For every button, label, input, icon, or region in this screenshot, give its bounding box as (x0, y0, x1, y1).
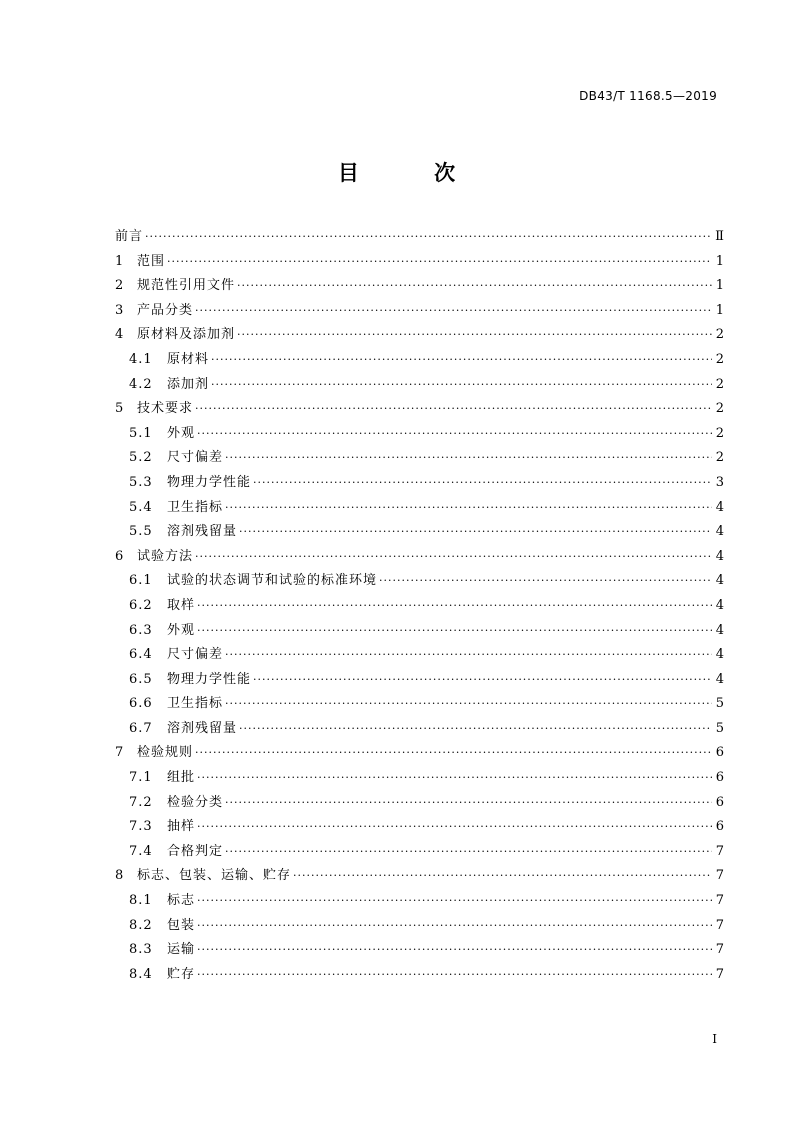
toc-dot-leader (225, 451, 712, 464)
toc-entry-label: 产品分类 (137, 302, 194, 318)
toc-entry[interactable] (115, 717, 724, 742)
toc-entry[interactable] (115, 520, 724, 545)
toc-entry[interactable] (115, 225, 724, 250)
toc-entry-label: 标志、包装、运输、贮存 (137, 868, 292, 884)
toc-dot-leader (225, 697, 712, 710)
toc-dot-leader (197, 943, 712, 956)
toc-entry[interactable] (115, 643, 724, 668)
toc-entry-label: 试验的状态调节和试验的标准环境 (167, 573, 378, 589)
toc-entry-number: 7.4 (129, 843, 153, 859)
toc-dot-leader (239, 525, 712, 538)
toc-dot-leader (293, 869, 712, 882)
toc-entry-number: 7.2 (129, 794, 153, 810)
toc-entry-page: Ⅱ (715, 229, 724, 244)
toc-entry-page: 7 (715, 942, 724, 958)
toc-entry-number: 2 (115, 278, 124, 294)
toc-entry[interactable] (115, 791, 724, 816)
toc-entry-label: 贮存 (167, 966, 196, 982)
toc-entry-label: 标志 (167, 893, 196, 909)
toc-entry-label: 包装 (167, 917, 196, 933)
toc-dot-leader (197, 624, 712, 637)
toc-entry-number: 6.2 (129, 597, 153, 613)
toc-entry-label: 添加剂 (167, 376, 210, 392)
toc-entry[interactable] (115, 766, 724, 791)
toc-dot-leader (167, 255, 712, 268)
toc-entry-page: 4 (715, 597, 724, 613)
toc-entry-number: 4.1 (129, 351, 153, 367)
toc-entry[interactable] (115, 889, 724, 914)
toc-entry-page: 3 (715, 474, 724, 490)
toc-entry-label: 试验方法 (137, 548, 194, 564)
toc-dot-leader (197, 599, 712, 612)
toc-entry-label: 取样 (167, 597, 196, 613)
toc-dot-leader (211, 353, 712, 366)
toc-entry-number: 5.4 (129, 499, 153, 515)
toc-entry-page: 1 (715, 253, 724, 269)
toc-entry-label: 运输 (167, 942, 196, 958)
toc-entry-page: 7 (715, 843, 724, 859)
toc-dot-leader (225, 501, 712, 514)
toc-entry-page: 6 (715, 770, 724, 786)
toc-dot-leader (253, 673, 712, 686)
toc-dot-leader (225, 796, 712, 809)
toc-entry-page: 4 (715, 548, 724, 564)
page-number: I (712, 1032, 717, 1046)
toc-dot-leader (195, 746, 712, 759)
toc-entry[interactable] (115, 545, 724, 570)
toc-dot-leader (237, 328, 712, 341)
toc-dot-leader (195, 304, 712, 317)
toc-entry[interactable] (115, 741, 724, 766)
toc-entry-label: 外观 (167, 622, 196, 638)
toc-entry-page: 5 (715, 720, 724, 736)
toc-entry[interactable] (115, 963, 724, 988)
toc-entry-number: 6.5 (129, 671, 153, 687)
toc-dot-leader (197, 968, 712, 981)
toc-dot-leader (239, 722, 712, 735)
toc-entry-number: 5.5 (129, 524, 153, 540)
toc-entry[interactable] (115, 815, 724, 840)
toc-entry-page: 2 (715, 450, 724, 466)
toc-entry-page: 4 (715, 622, 724, 638)
toc-entry-page: 1 (715, 278, 724, 294)
toc-entry[interactable] (115, 496, 724, 521)
toc-entry-page: 4 (715, 524, 724, 540)
toc-entry-page: 4 (715, 671, 724, 687)
toc-entry[interactable] (115, 250, 724, 275)
toc-entry[interactable] (115, 864, 724, 889)
toc-entry-number: 5.1 (129, 425, 153, 441)
toc-dot-leader (237, 279, 712, 292)
toc-dot-leader (195, 550, 712, 563)
toc-entry[interactable] (115, 397, 724, 422)
toc-entry[interactable] (115, 938, 724, 963)
page-title: 目 次 (337, 161, 490, 185)
toc-entry-number: 4.2 (129, 376, 153, 392)
toc-entry-number: 6 (115, 548, 124, 564)
toc-entry[interactable] (115, 840, 724, 865)
toc-entry-page: 6 (715, 794, 724, 810)
toc-entry[interactable] (115, 914, 724, 939)
toc-entry-page: 7 (715, 868, 724, 884)
toc-entry-label: 原材料及添加剂 (137, 327, 236, 343)
toc-entry-page: 2 (715, 327, 724, 343)
toc-entry-number: 5.2 (129, 450, 153, 466)
toc-dot-leader (145, 230, 711, 243)
toc-entry-number: 5.3 (129, 474, 153, 490)
toc-entry-number: 7.1 (129, 770, 153, 786)
toc-entry-number: 8.2 (129, 917, 153, 933)
toc-entry-page: 2 (715, 401, 724, 417)
toc-entry-label: 溶剂残留量 (167, 720, 238, 736)
toc-entry[interactable] (115, 446, 724, 471)
toc-entry-number: 3 (115, 302, 124, 318)
toc-entry-page: 6 (715, 819, 724, 835)
toc-entry-number: 5 (115, 401, 124, 417)
toc-entry[interactable] (115, 299, 724, 324)
toc-dot-leader (197, 919, 712, 932)
toc-entry-number: 7 (115, 745, 124, 761)
toc-entry-number: 7.3 (129, 819, 153, 835)
toc-entry-label: 卫生指标 (167, 499, 224, 515)
toc-entry-label: 尺寸偏差 (167, 647, 224, 663)
toc-entry-page: 2 (715, 351, 724, 367)
toc-entry-page: 4 (715, 647, 724, 663)
toc-entry-number: 4 (115, 327, 124, 343)
toc-entry[interactable] (115, 373, 724, 398)
toc-entry-label: 原材料 (167, 351, 210, 367)
toc-entry-number: 6.4 (129, 647, 153, 663)
toc-entry-page: 4 (715, 573, 724, 589)
toc-entry-number: 8.3 (129, 942, 153, 958)
toc-entry-number: 8 (115, 868, 124, 884)
toc-entry-label: 物理力学性能 (167, 671, 252, 687)
toc-entry[interactable] (115, 471, 724, 496)
toc-entry[interactable] (115, 668, 724, 693)
toc-entry[interactable] (115, 422, 724, 447)
toc-dot-leader (253, 476, 712, 489)
toc-dot-leader (197, 820, 712, 833)
toc-entry-label: 外观 (167, 425, 196, 441)
toc-dot-leader (197, 894, 712, 907)
toc-entry-label: 组批 (167, 770, 196, 786)
toc-entry-page: 4 (715, 499, 724, 515)
toc-dot-leader (225, 648, 712, 661)
toc-dot-leader (195, 402, 712, 415)
toc-entry-label: 范围 (137, 253, 166, 269)
toc-entry-number: 6.3 (129, 622, 153, 638)
toc-entry-label: 抽样 (167, 819, 196, 835)
toc-entry-page: 2 (715, 425, 724, 441)
toc-entry[interactable] (115, 348, 724, 373)
toc-entry-label: 溶剂残留量 (167, 524, 238, 540)
toc-dot-leader (379, 574, 712, 587)
toc-entry-number: 8.4 (129, 966, 153, 982)
toc-entry-page: 6 (715, 745, 724, 761)
toc-entry-page: 5 (715, 696, 724, 712)
toc-entry-page: 7 (715, 917, 724, 933)
toc-entry-label: 检验规则 (137, 745, 194, 761)
toc-entry-page: 2 (715, 376, 724, 392)
toc-entry-label: 合格判定 (167, 843, 224, 859)
toc-entry-page: 7 (715, 966, 724, 982)
document-code: DB43/T 1168.5—2019 (579, 89, 717, 103)
toc-entry-number: 6.6 (129, 696, 153, 712)
toc-entry-label: 物理力学性能 (167, 474, 252, 490)
toc-entry-number: 1 (115, 253, 124, 269)
toc-entry-label: 技术要求 (137, 401, 194, 417)
toc-dot-leader (225, 845, 712, 858)
toc-entry-number: 6.7 (129, 720, 153, 736)
toc-entry[interactable] (115, 594, 724, 619)
toc-entry-label: 检验分类 (167, 794, 224, 810)
toc-dot-leader (197, 771, 712, 784)
toc-entry-number: 6.1 (129, 573, 153, 589)
toc-dot-leader (211, 378, 712, 391)
toc-entry-label: 尺寸偏差 (167, 450, 224, 466)
toc-entry-page: 7 (715, 893, 724, 909)
toc-entry[interactable] (115, 569, 724, 594)
toc-entry-label: 规范性引用文件 (137, 278, 236, 294)
toc-entry-label: 前言 (115, 229, 144, 244)
toc-entry-label: 卫生指标 (167, 696, 224, 712)
toc-dot-leader (197, 427, 712, 440)
toc-entry[interactable] (115, 323, 724, 348)
table-of-contents (115, 225, 724, 987)
toc-entry[interactable] (115, 619, 724, 644)
toc-entry-page: 1 (715, 302, 724, 318)
toc-entry[interactable] (115, 692, 724, 717)
toc-entry[interactable] (115, 274, 724, 299)
toc-entry-number: 8.1 (129, 893, 153, 909)
